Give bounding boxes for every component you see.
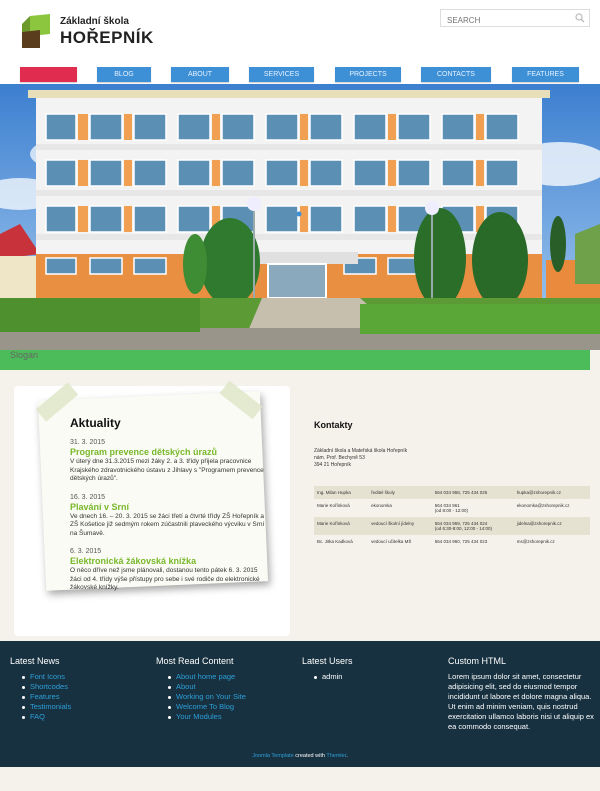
news-excerpt: Ve dnech 16. – 20. 3. 2015 se žáci třetí a čtvrté třídy ZŠ Hořepník a ZŠ Košetice již sedmým rokem zúčastnili plaveckého výcviku v Srní na Šumavě. — [70, 512, 265, 537]
contact-role: vedoucí učitelka MŠ — [371, 539, 412, 544]
news-title-link[interactable]: Elektronická žákovská knížka — [70, 556, 197, 566]
contact-email-link[interactable]: ms@zshorepnik.cz — [516, 539, 555, 544]
search-icon[interactable] — [575, 13, 585, 23]
footer-link[interactable]: Welcome To Blog — [156, 702, 246, 712]
hero-slideshow[interactable] — [0, 84, 600, 350]
news-excerpt: V úterý dne 31.3.2015 mezi žáky 2. a 3. třídy přijela pracovnice Krajského zdravotnického ústavu z Jihlavy s "Programem prevence dětských úrazů". — [70, 458, 264, 482]
address-line: Základní škola a Mateřská škola Hořepník — [314, 448, 408, 454]
search-box — [440, 9, 590, 27]
footer-link[interactable]: About — [156, 682, 246, 692]
nav-item-about[interactable]: ABOUT — [171, 67, 229, 82]
site-header — [0, 0, 600, 66]
page-bottom — [0, 767, 600, 791]
contact-phone: 564 034 959, 725 434 024 (od 6:30-8:00, 12:00 - 14:00) — [432, 517, 514, 535]
contact-email-link[interactable]: hupka@zshorepnik.cz — [514, 486, 590, 499]
footer-custom-text: Lorem ipsum dolor sit amet, consectetur adipisicing elit, sed do eiusmod tempor incididunt ut labore et dolore magna aliqua. Ut enim ad minim veniam, quis nostrud exercitation ullamco laboris nisi ut aliquip ex ea commodo consequat. — [448, 672, 594, 731]
contact-phone: 564 034 958, 725 434 025 — [432, 486, 514, 499]
address-line: nám. Prof. Bechyně 53 — [314, 455, 365, 461]
joomla-template-link[interactable]: Joomla Template — [252, 753, 294, 759]
footer-heading: Custom HTML — [448, 656, 507, 666]
news-title-link[interactable]: Program prevence dětských úrazů — [70, 447, 218, 457]
footer-credits — [0, 753, 600, 759]
table-row — [314, 535, 590, 548]
nav-item-blog[interactable]: BLOG — [97, 67, 151, 82]
contact-role: vedoucí školní jídelny — [368, 517, 432, 535]
credits-end: . — [346, 753, 348, 759]
contact-role: ředitel školy — [368, 486, 432, 499]
nav-item-features[interactable]: FEATURES — [512, 67, 579, 82]
table-row — [314, 517, 590, 535]
news-date: 31. 3. 2015 — [70, 439, 106, 446]
footer-heading: Most Read Content — [156, 656, 234, 666]
school-address — [314, 448, 584, 469]
contacts-module — [314, 420, 584, 469]
footer-link[interactable]: Working on Your Site — [156, 692, 246, 702]
contact-name: Marie Kořínková — [314, 517, 368, 535]
logo-line2: HOŘEPNÍK — [60, 28, 154, 47]
footer-heading: Latest Users — [302, 656, 353, 666]
footer-user: admin — [302, 672, 353, 682]
address-line: 394 21 Hořepník — [314, 462, 351, 468]
footer-latest-users — [302, 656, 353, 682]
table-row — [314, 486, 590, 499]
footer-link[interactable]: Testimonials — [10, 702, 71, 712]
contact-name: Marie Kořínková — [317, 503, 350, 508]
footer-link[interactable]: Features — [10, 692, 71, 702]
site-footer — [0, 641, 600, 767]
news-item — [70, 548, 270, 593]
table-row — [314, 499, 590, 517]
footer-latest-news — [10, 656, 71, 722]
slogan-text: Slogan — [10, 350, 39, 360]
themler-link[interactable]: Themler — [326, 753, 347, 759]
nav-item-contacts[interactable]: CONTACTS — [421, 67, 491, 82]
search-input[interactable] — [441, 13, 569, 29]
contact-name: Bc. Jitka Kadková — [317, 539, 353, 544]
nav-item-projects[interactable]: PROJECTS — [335, 67, 401, 82]
footer-link[interactable]: FAQ — [10, 712, 71, 722]
footer-link[interactable]: About home page — [156, 672, 246, 682]
credits-text: created with — [293, 753, 327, 759]
contact-role: ekonomka — [371, 503, 392, 508]
footer-link[interactable]: Shortcodes — [10, 682, 71, 692]
news-module — [70, 416, 270, 603]
news-date: 6. 3. 2015 — [70, 548, 102, 555]
footer-most-read — [156, 656, 246, 722]
nav-item-services[interactable]: SERVICES — [249, 67, 314, 82]
main-nav — [0, 66, 600, 84]
news-date: 16. 3. 2015 — [70, 493, 106, 501]
footer-custom-html — [448, 656, 594, 732]
contacts-heading: Kontakty — [314, 420, 353, 430]
slogan-bar — [0, 350, 590, 370]
contact-name: Ing. Milan Hupka — [314, 486, 368, 499]
footer-link[interactable]: Your Modules — [156, 712, 246, 722]
logo-line1: Základní škola — [60, 16, 129, 27]
news-title-link[interactable]: Plavání v Srní — [70, 501, 130, 512]
nav-item-home[interactable] — [20, 67, 77, 82]
footer-heading: Latest News — [10, 656, 60, 666]
news-item — [70, 494, 270, 539]
news-heading: Aktuality — [70, 416, 121, 430]
news-item — [70, 439, 270, 484]
contact-phone: 564 034 960, 725 434 023 — [434, 539, 488, 544]
news-excerpt: O něco dříve než jsme plánovali, dostanou tento pátek 6. 3. 2015 žáci od 4. třídy výše přístupy pro sebe i své rodiče do elektronické žákovské knížky. — [70, 567, 260, 591]
contact-email-link[interactable]: jidelna@zshorepnik.cz — [514, 517, 590, 535]
footer-link[interactable]: Font Icons — [10, 672, 71, 682]
contact-phone: 564 034 961 (od 8:00 - 12:00) — [434, 503, 468, 513]
contacts-table — [314, 486, 590, 548]
school-building-photo — [0, 84, 600, 350]
contact-email-link[interactable]: ekonomka@zshorepnik.cz — [516, 503, 570, 508]
logo-cube-icon — [20, 14, 54, 48]
site-logo[interactable] — [20, 14, 154, 50]
